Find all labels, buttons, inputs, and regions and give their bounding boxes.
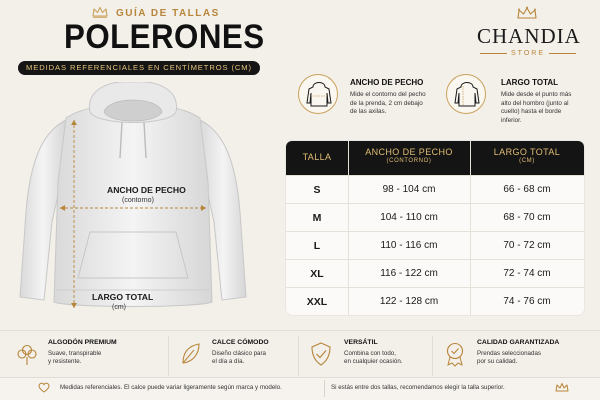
feature-desc-line: Suave, transpirable xyxy=(48,350,102,357)
length-cell: 68 - 70 cm xyxy=(503,212,551,223)
feature-desc xyxy=(344,350,402,367)
feature-separator xyxy=(432,336,433,376)
length-info-title: LARGO TOTAL xyxy=(501,78,559,87)
table-row xyxy=(286,259,584,287)
crown-icon xyxy=(92,6,108,18)
footer-recommendation: Si estás entre dos tallas, recomendamos elegir la talla superior. xyxy=(331,384,505,391)
length-measure-label: LARGO TOTAL xyxy=(92,292,154,302)
table-row xyxy=(286,231,584,259)
brand-crown-icon xyxy=(516,6,538,20)
size-cell: M xyxy=(312,212,322,224)
length-info-line: Mide desde el punto más xyxy=(501,91,572,98)
feature-desc xyxy=(48,350,101,367)
chest-measure-sublabel: (contorno) xyxy=(122,197,154,204)
footer-note: Medidas referenciales. El calce puede variar ligeramente según marca y modelo. xyxy=(60,384,282,391)
feature-desc-line: y resistente. xyxy=(48,358,82,366)
chest-cell: 110 - 116 cm xyxy=(380,240,438,251)
footer-separator xyxy=(324,380,325,397)
chest-info-title: ANCHO DE PECHO xyxy=(350,78,424,87)
header-length xyxy=(470,147,584,164)
brand-tagline-text: STORE xyxy=(511,50,545,57)
length-cell: 70 - 72 cm xyxy=(503,240,551,251)
length-info-desc xyxy=(501,91,591,125)
size-cell: L xyxy=(313,240,321,252)
header-length-label: LARGO TOTAL xyxy=(493,147,561,157)
table-row xyxy=(286,287,584,315)
chest-hoodie-icon xyxy=(298,74,338,114)
chest-cell: 104 - 110 cm xyxy=(380,212,438,223)
brand-name: CHANDIA xyxy=(477,24,581,48)
table-header xyxy=(286,141,584,175)
feature-title: CALCE CÓMODO xyxy=(212,339,269,346)
feature-desc-line: en cualquier ocasión. xyxy=(344,358,403,366)
brand-tagline xyxy=(480,50,576,57)
quality-badge-icon xyxy=(442,341,468,367)
header-length-sub: (CM) xyxy=(519,158,535,164)
chest-info-desc xyxy=(350,91,442,117)
feature-separator xyxy=(298,336,299,376)
feature-title: CALIDAD GARANTIZADA xyxy=(477,339,560,346)
header-size: TALLA xyxy=(302,152,332,162)
chest-cell: 98 - 104 cm xyxy=(382,184,436,195)
size-table xyxy=(286,141,584,315)
shield-check-icon xyxy=(308,341,334,367)
feature-title: VERSÁTIL xyxy=(344,339,378,346)
feature-separator xyxy=(168,336,169,376)
feature-desc-line: el día a día. xyxy=(212,358,245,366)
chest-cell: 122 - 128 cm xyxy=(379,296,439,307)
length-cell: 72 - 74 cm xyxy=(503,268,551,279)
length-info-line: alto del hombro (junto al xyxy=(501,99,569,107)
header-chest-label: ANCHO DE PECHO xyxy=(365,147,453,157)
chest-measure-label: ANCHO DE PECHO xyxy=(107,185,186,195)
features-divider xyxy=(0,330,600,331)
feature-desc-line: Diseño clásico para xyxy=(212,350,266,357)
feature-desc xyxy=(477,350,541,367)
size-cell: XXL xyxy=(306,296,328,308)
table-row xyxy=(286,175,584,203)
table-row xyxy=(286,203,584,231)
size-cell: XL xyxy=(310,268,324,280)
length-cell: 74 - 76 cm xyxy=(503,296,551,307)
feature-desc-line: Combina con todo, xyxy=(344,350,396,357)
header-chest-sub: (CONTORNO) xyxy=(386,158,432,164)
cotton-icon xyxy=(14,341,40,367)
length-hoodie-icon xyxy=(446,74,486,114)
length-measure-sublabel: (cm) xyxy=(112,304,126,311)
chest-info-line: Mide el contorno del pecho xyxy=(350,91,426,98)
heart-icon xyxy=(38,382,50,393)
chest-info-line: de las axilas. xyxy=(350,108,387,116)
chest-cell: 116 - 122 cm xyxy=(380,268,438,279)
feature-desc-line: por su calidad. xyxy=(477,358,518,366)
size-cell: S xyxy=(313,184,321,196)
header-chest xyxy=(348,147,470,164)
page-title: POLERONES xyxy=(64,18,265,56)
length-cell: 66 - 68 cm xyxy=(503,184,551,195)
chest-info-line: de la prenda, 2 cm debajo xyxy=(350,99,423,107)
feature-desc-line: Prendas seleccionadas xyxy=(477,350,541,357)
units-banner: MEDIDAS REFERENCIALES EN CENTÍMETROS (CM) xyxy=(18,61,260,75)
length-info-line: cuello) hasta el borde xyxy=(501,108,562,116)
feature-title: ALGODÓN PREMIUM xyxy=(48,339,117,346)
length-info-line: inferior. xyxy=(501,116,522,124)
feature-desc xyxy=(212,350,266,367)
guide-kicker: GUÍA DE TALLAS xyxy=(116,8,220,19)
footer-crown-icon xyxy=(555,382,569,392)
feather-icon xyxy=(178,341,204,367)
